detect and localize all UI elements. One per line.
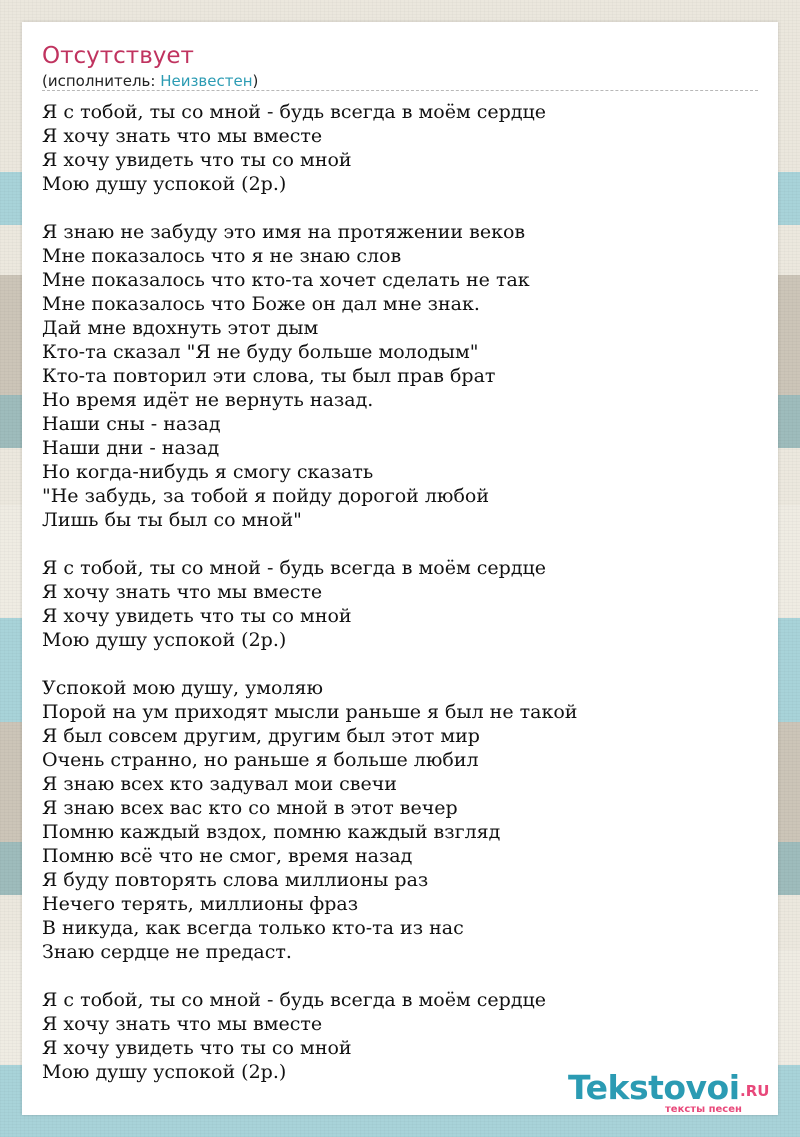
lyric-line: Мне показалось что Боже он дал мне знак. (42, 293, 480, 315)
title-divider (42, 90, 758, 91)
lyric-line: Я с тобой, ты со мной - будь всегда в моём сердце (42, 101, 547, 123)
logo-tagline: тексты песен (665, 1104, 742, 1115)
lyrics-stanza (42, 556, 762, 652)
lyric-line: Кто-та сказал "Я не буду больше молодым" (42, 341, 479, 363)
lyrics-stanza (42, 676, 762, 964)
lyric-line: Я хочу увидеть что ты со мной (42, 1037, 352, 1059)
lyric-line: Мою душу успокой (2р.) (42, 173, 287, 195)
lyric-line: Я хочу знать что мы вместе (42, 1013, 323, 1035)
lyric-line: Помню всё что не смог, время назад (42, 845, 413, 867)
lyric-line: Помню каждый вздох, помню каждый взгляд (42, 821, 501, 843)
lyric-line: "Не забудь, за тобой я пойду дорогой любой (42, 485, 489, 507)
lyrics-card (22, 22, 778, 1115)
lyric-line: Я был совсем другим, другим был этот мир (42, 725, 480, 747)
lyric-line: Я буду повторять слова миллионы раз (42, 869, 429, 891)
lyric-line: Мне показалось что я не знаю слов (42, 245, 402, 267)
logo-domain: .RU (740, 1082, 770, 1100)
lyric-line: Наши дни - назад (42, 437, 220, 459)
lyric-line: Мне показалось что кто-та хочет сделать не так (42, 269, 530, 291)
lyric-line: Лишь бы ты был со мной" (42, 509, 302, 531)
lyric-line: Я знаю всех вас кто со мной в этот вечер (42, 797, 458, 819)
logo-wordmark: Tekstovoi (568, 1068, 740, 1107)
lyric-line: Успокой мою душу, умоляю (42, 677, 324, 699)
lyric-line: Дай мне вдохнуть этот дым (42, 317, 319, 339)
lyric-line: Очень странно, но раньше я больше любил (42, 749, 479, 771)
artist-link[interactable]: Неизвестен (160, 72, 253, 90)
site-logo[interactable] (568, 1068, 778, 1114)
artist-suffix: ) (252, 72, 259, 90)
lyric-line: Знаю сердце не предаст. (42, 941, 292, 963)
lyric-line: Кто-та повторил эти слова, ты был прав брат (42, 365, 496, 387)
song-title: Отсутствует (42, 43, 194, 69)
lyrics-stanza (42, 100, 762, 196)
lyrics-body (42, 100, 762, 1084)
artist-prefix: (исполнитель: (42, 72, 161, 90)
lyric-line: Я хочу увидеть что ты со мной (42, 149, 352, 171)
lyric-line: Я знаю всех кто задувал мои свечи (42, 773, 397, 795)
lyrics-stanza (42, 220, 762, 532)
lyric-line: Мою душу успокой (2р.) (42, 629, 287, 651)
lyric-line: В никуда, как всегда только кто-та из нас (42, 917, 464, 939)
lyric-line: Я с тобой, ты со мной - будь всегда в моём сердце (42, 989, 547, 1011)
artist-line (42, 71, 258, 91)
lyric-line: Я знаю не забуду это имя на протяжении веков (42, 221, 526, 243)
lyric-line: Порой на ум приходят мысли раньше я был не такой (42, 701, 578, 723)
lyric-line: Нечего терять, миллионы фраз (42, 893, 359, 915)
lyric-line: Я с тобой, ты со мной - будь всегда в моём сердце (42, 557, 547, 579)
lyric-line: Но когда-нибудь я смогу сказать (42, 461, 374, 483)
lyric-line: Наши сны - назад (42, 413, 221, 435)
lyric-line: Мою душу успокой (2р.) (42, 1061, 287, 1083)
lyric-line: Я хочу знать что мы вместе (42, 125, 323, 147)
lyric-line: Я хочу увидеть что ты со мной (42, 605, 352, 627)
lyric-line: Но время идёт не вернуть назад. (42, 389, 374, 411)
lyric-line: Я хочу знать что мы вместе (42, 581, 323, 603)
